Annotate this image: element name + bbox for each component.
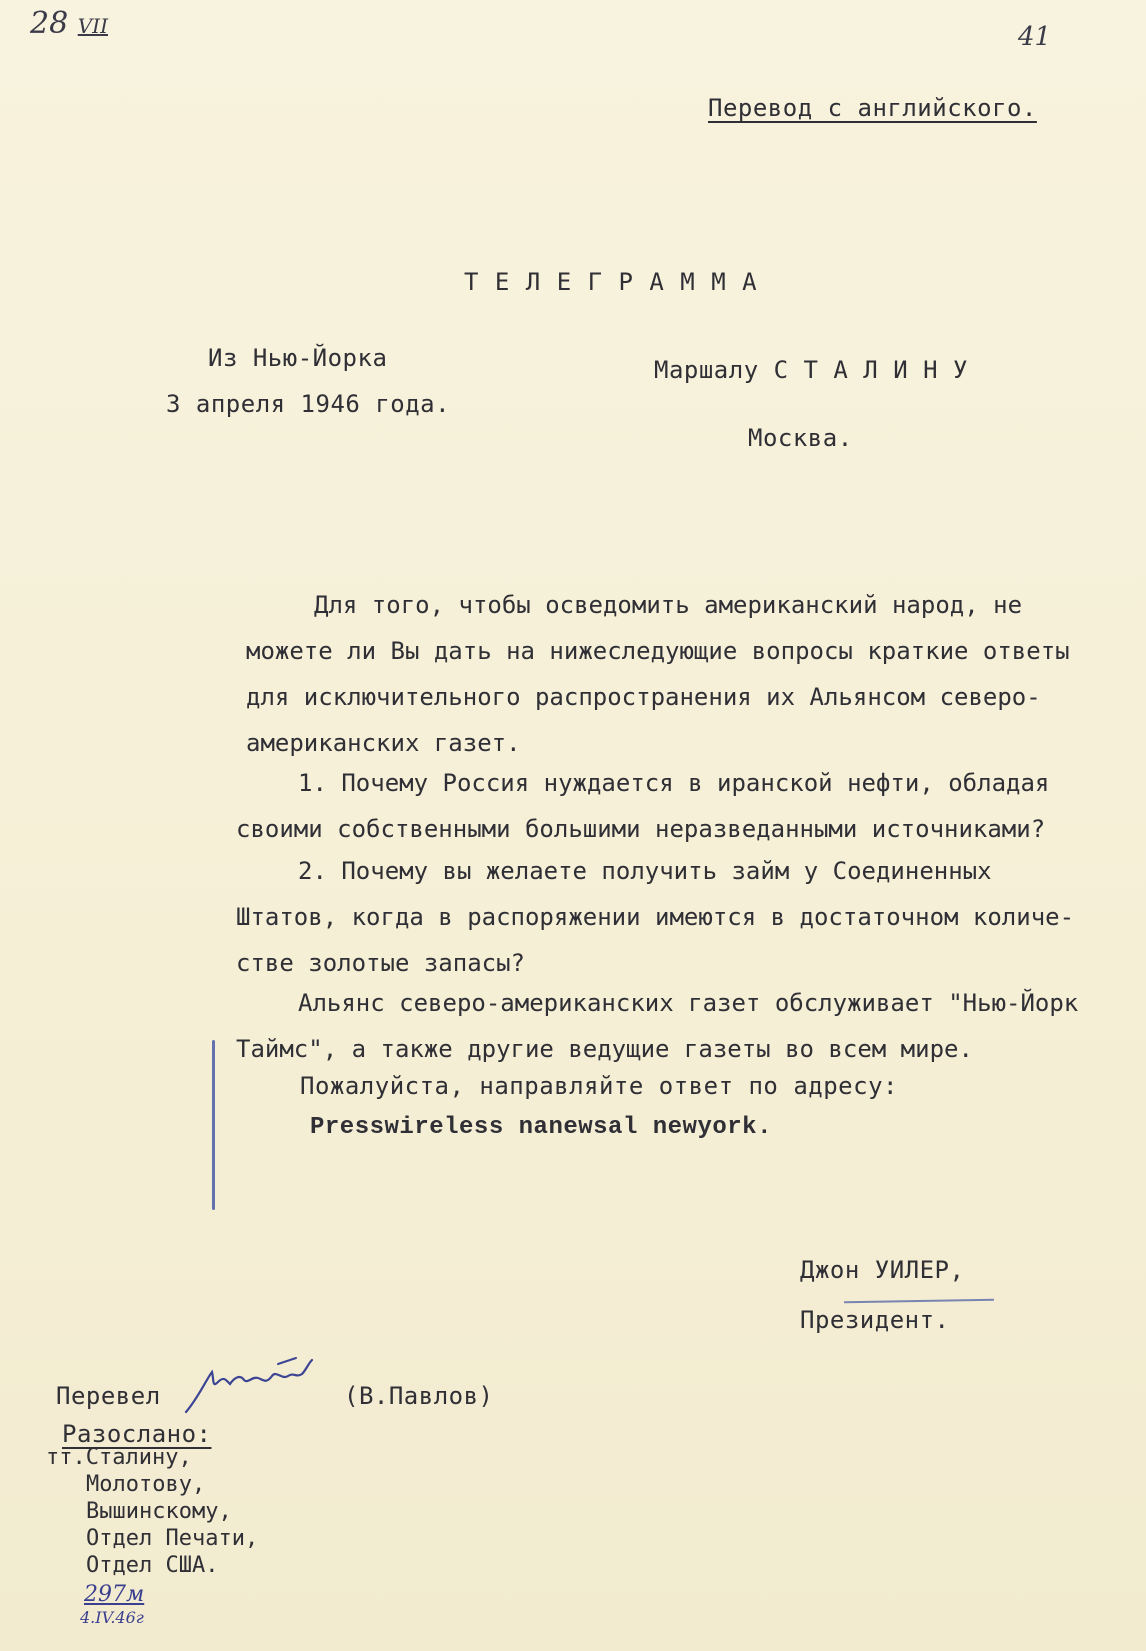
signature-underline [844, 1299, 994, 1304]
distribution-item: Молотову, [86, 1472, 206, 1497]
signature-title: Президент. [800, 1306, 950, 1334]
document-title: Т Е Л Е Г Р А М М А [464, 268, 758, 296]
body-line: Альянс северо-американских газет обслуживает "Нью-Йорк [298, 989, 1079, 1017]
body-line: 2. Почему вы желаете получить займ у Соединенных [298, 857, 992, 885]
distribution-item: Отдел США. [86, 1553, 219, 1578]
distribution-item: Отдел Печати, [86, 1526, 259, 1551]
body-line: 1. Почему Россия нуждается в иранской нефти, обладая [298, 769, 1050, 797]
body-paragraph-reply: Пожалуйста, направляйте ответ по адресу: [300, 1072, 898, 1100]
distribution-item: тт.Сталину, [46, 1445, 192, 1470]
handwritten-reg-date: 4.IV.46г [80, 1608, 144, 1627]
archive-number [30, 6, 108, 41]
distribution-item: Вышинскому, [86, 1499, 232, 1524]
sender-date: 3 апреля 1946 года. [166, 390, 451, 418]
body-line: можете ли Вы дать на нижеследующие вопросы краткие ответы [246, 637, 1070, 665]
body-paragraph-alliance [236, 980, 1079, 1072]
body-line: американских газет. [246, 729, 521, 757]
handwritten-reg-number: 297м [84, 1582, 145, 1607]
translation-note: Перевод с английского. [708, 94, 1037, 122]
translator-name: (В.Павлов) [344, 1382, 494, 1410]
margin-pencil-mark [212, 1040, 215, 1210]
body-line: своими собственными большими неразведанными источниками? [236, 815, 1046, 843]
question-1 [236, 760, 1076, 852]
page-number: 41 [1018, 22, 1052, 52]
distribution-list [46, 1444, 258, 1579]
body-paragraph-intro [246, 582, 1076, 766]
archive-number-suffix: VII [77, 14, 108, 38]
translator-signature [178, 1350, 328, 1420]
body-line: стве золотые запасы? [236, 949, 525, 977]
body-line: Таймс", а также другие ведущие газеты во всем мире. [236, 1035, 973, 1063]
recipient-city: Москва. [748, 424, 853, 452]
distributed-label: Разослано: [62, 1420, 212, 1448]
reply-address: Presswireless nanewsal newyork. [310, 1114, 772, 1141]
body-line: для исключительного распространения их Альянсом северо- [246, 683, 1041, 711]
translated-by-label: Перевел [56, 1382, 161, 1410]
question-2 [236, 848, 1076, 986]
sender-origin: Из Нью-Йорка [208, 344, 388, 372]
body-line: Штатов, когда в распоряжении имеются в достаточном количе- [236, 903, 1075, 931]
body-line: Для того, чтобы осведомить американский народ, не [314, 591, 1023, 619]
archive-number-main: 28 [30, 6, 69, 41]
recipient-name: Маршалу С Т А Л И Н У [654, 356, 968, 384]
signature-name: Джон УИЛЕР, [800, 1256, 965, 1284]
